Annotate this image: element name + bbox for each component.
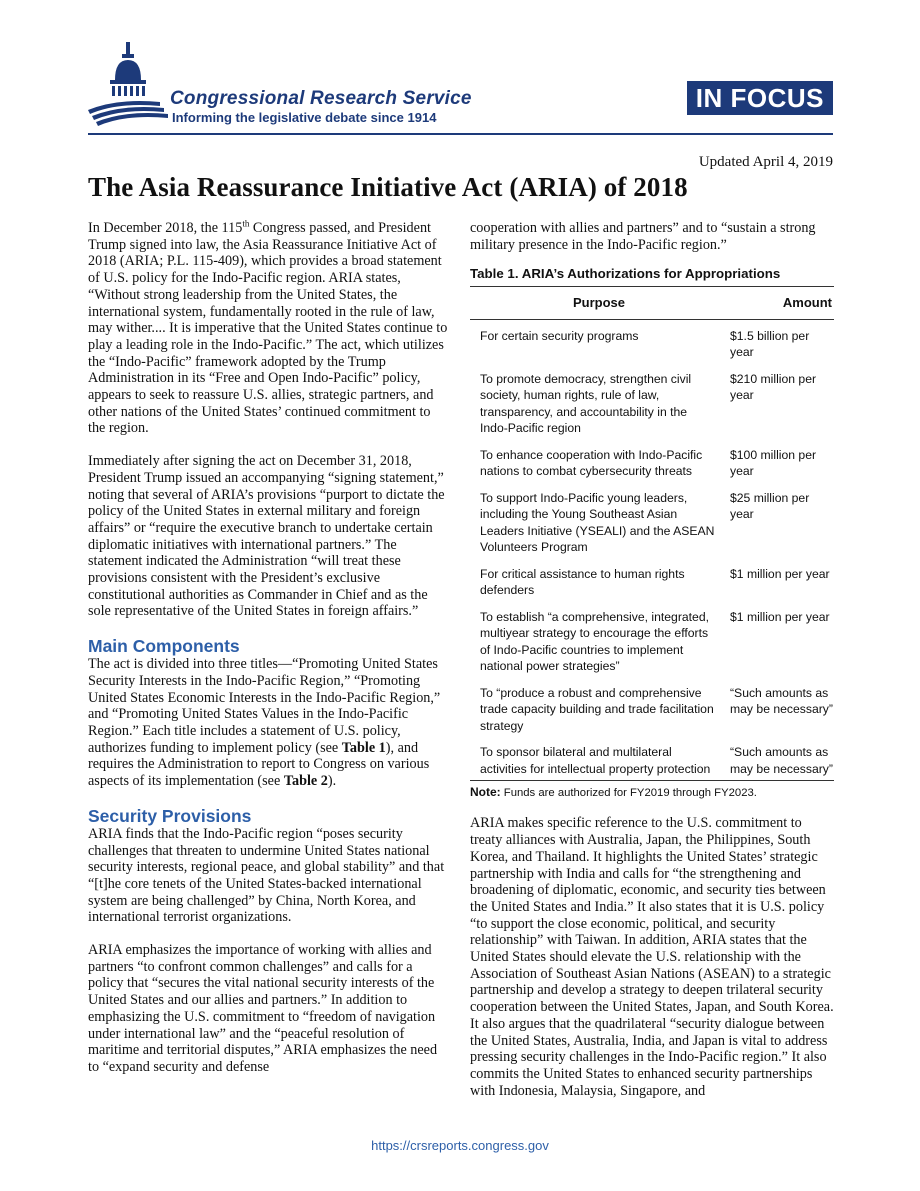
left-column: [88, 220, 448, 1092]
amount-cell: $25 million per year: [730, 490, 810, 522]
section-heading-security-provisions: Security Provisions: [88, 805, 252, 826]
continued-paragraph: cooperation with allies and partners” and to “sustain a strong military presence in the Indo-Pacific region.”: [470, 220, 816, 253]
main-components-paragraph: [88, 656, 448, 790]
table-row: [470, 366, 834, 442]
purpose-cell: To promote democracy, strengthen civil society, human rights, rule of law, transparency, and accountability in the Indo-Pacific region: [480, 371, 692, 436]
header-divider: [88, 133, 833, 135]
alliances-paragraph: ARIA makes specific reference to the U.S. commitment to treaty alliances with Australia, Japan, the Philippines, South Korea, and Thailand. It highlights the United States’ strategic partnership with India and calls for “the strengthening and broadening of diplomatic, economic, and security ties between the United States and India.” It also states that it is U.S. policy “to support the close economic, political, and security relationship” with Taiwan. In addition, ARIA states that the United States should elevate the U.S. relationship with the Association of Southeast Asian Nations (ASEAN) to a strategic partnership and develop a strategy to deepen trilateral security cooperation between the United States, Japan, and South Korea. It also argues that the quadrilateral “security dialogue between the United States, Australia, India, and Japan is vital to address pressing security challenges in the Indo-Pacific region.” It also commits the United States to enhanced security partnerships with Indonesia, Malaysia, Singapore, and: [470, 815, 834, 1099]
org-tagline: Informing the legislative debate since 1914: [172, 110, 437, 125]
purpose-cell: To support Indo-Pacific young leaders, including the Young Southeast Asian Leaders Initiative (YSEALI) and the ASEAN Volunteers Program: [480, 490, 715, 555]
table-row: [470, 604, 834, 680]
amount-cell: $1 million per year: [730, 609, 830, 624]
table-title: Table 1. ARIA’s Authorizations for Appropriations: [470, 266, 781, 282]
table-row: [470, 442, 834, 485]
amount-cell: “Such amounts as may be necessary”: [730, 685, 833, 717]
purpose-cell: For critical assistance to human rights defenders: [480, 566, 685, 598]
purpose-cell: To enhance cooperation with Indo-Pacific nations to combat cybersecurity threats: [480, 447, 703, 479]
page-title: The Asia Reassurance Initiative Act (ARIA) of 2018: [88, 172, 688, 202]
main-components-text-a: The act is divided into three titles—“Promoting United States Security Interests in the Indo-Pacific Region,” “Promoting United States Economic Interests in the Indo-Pacific Region,” and “Promoting United States Values in the Indo-Pacific Region.” Each title includes a statement of U.S. policy, authorizes funding to implement policy (see: [88, 656, 441, 756]
table-row: [470, 485, 834, 561]
footer-link[interactable]: https://crsreports.congress.gov: [371, 1138, 549, 1153]
table-1-link[interactable]: Table 1: [341, 739, 386, 756]
table-2-link[interactable]: Table 2: [283, 773, 328, 790]
purpose-cell: To sponsor bilateral and multilateral activities for intellectual property protection: [470, 739, 728, 781]
table-row: [470, 680, 834, 740]
report-header: [88, 40, 833, 140]
security-paragraph-1: ARIA finds that the Indo-Pacific region “poses security challenges that threaten to undermine United States national security interests, regional peace, and global stability” and that “[t]he core tenets of the United States-backed international system are being challenged” by China, North Korea, and international terrorist organizations.: [88, 825, 445, 926]
note-text: Funds are authorized for FY2019 through FY2023.: [500, 787, 757, 800]
amount-cell: $210 million per year: [730, 371, 817, 403]
main-components-text-c: ).: [327, 773, 337, 790]
amount-cell: $1 million per year: [730, 566, 830, 581]
table-row: [470, 319, 834, 366]
security-paragraph-2: ARIA emphasizes the importance of working with allies and partners “to confront common challenges” and calls for a policy that “secures the vital national security interests of the United States and our allies and partners.” In addition to emphasizing the U.S. commitment to “freedom of navigation under international law” and the “peaceful resolution of maritime and territorial disputes,” ARIA emphasizes the need to “expand security and defense: [88, 942, 438, 1075]
note-label: Note:: [470, 785, 501, 800]
ordinal-suffix: th: [242, 218, 250, 229]
updated-date: Updated April 4, 2019: [698, 154, 833, 170]
intro-paragraph: [88, 220, 448, 437]
right-column: [470, 220, 834, 1115]
intro-text-b: Congress passed, and President Trump signed into law, the Asia Reassurance Initiative Act of 2018 (ARIA; P.L. 115-409), which provides a broad statement of U.S. policy for the Indo-Pacific region. ARIA states, “Without strong leadership from the United States, the international system, fundamentally rooted in the rule of law, may wither.... It is imperative that the United States continue to play a leading role in the Indo-Pacific.” The act, which utilizes the “Indo-Pacific” framework adopted by the Trump Administration in its “Free and Open Indo-Pacific” policy, appears to seek to reassure U.S. allies, strategic partners, and other nations of the United States’ continued commitment to the region.: [88, 220, 448, 437]
table-row: [470, 739, 834, 781]
amount-cell: $100 million per year: [730, 447, 817, 479]
intro-text-a: In December 2018, the 115: [88, 220, 243, 236]
amount-cell: “Such amounts as may be necessary”: [728, 739, 834, 781]
table-row: [470, 561, 834, 604]
purpose-cell: For certain security programs: [480, 328, 639, 343]
org-name: Congressional Research Service: [170, 88, 472, 109]
column-header-purpose: Purpose: [470, 287, 728, 320]
signing-statement-paragraph: Immediately after signing the act on December 31, 2018, President Trump issued an accompanying “signing statement,” noting that several of ARIA’s provisions “purport to dictate the policy of the United States in external military and foreign affairs” or “require the executive branch to undertake certain diplomatic initiatives with international partners.” The statement indicated the Administration “will treat these provisions consistent with the President’s exclusive constitutional authorities as Commander in Chief and as the sole representative of the United States in foreign affairs.”: [88, 453, 445, 620]
main-components-text-b: ), and requires the Administration to report to Congress on various aspects of its implementation (see: [88, 739, 430, 790]
capitol-dome-logo-icon: [88, 40, 168, 132]
purpose-cell: To “produce a robust and comprehensive trade capacity building and trade facilitation strategy: [480, 685, 714, 733]
table-header-row: [470, 287, 834, 320]
table-note: [470, 785, 834, 801]
in-focus-badge: IN FOCUS: [687, 81, 833, 115]
section-heading-main-components: Main Components: [88, 636, 240, 657]
column-header-amount: Amount: [728, 287, 834, 320]
purpose-cell: To establish “a comprehensive, integrated, multiyear strategy to encourage the efforts of Indo-Pacific countries to implement national power strategies”: [480, 609, 709, 674]
amount-cell: $1.5 billion per year: [730, 328, 810, 360]
appropriations-table: [470, 286, 834, 781]
